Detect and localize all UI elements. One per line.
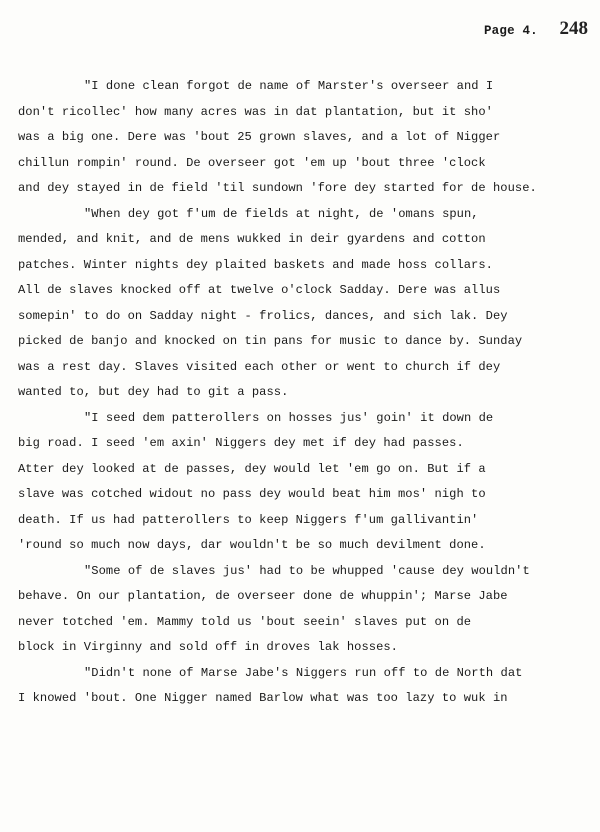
text-line: patches. Winter nights dey plaited baskets and made hoss collars. <box>18 257 493 272</box>
text-line: block in Virginny and sold off in droves lak hosses. <box>18 640 398 654</box>
text-line: mended, and knit, and de mens wukked in deir gyardens and cotton <box>18 232 486 246</box>
text-line: picked de banjo and knocked on tin pans for music to dance by. Sunday <box>18 334 523 348</box>
text-line: "When dey got f'um de fields at night, de 'omans spun, <box>84 206 479 221</box>
text-line: don't ricollec' how many acres was in dat plantation, but it sho' <box>18 104 493 119</box>
text-line: was a big one. Dere was 'bout 25 grown slaves, and a lot of Nigger <box>18 130 501 144</box>
text-line: somepin' to do on Sadday night - frolics, dances, and sich lak. Dey <box>18 308 508 323</box>
text-line: never totched 'em. Mammy told us 'bout seein' slaves put on de <box>18 614 472 629</box>
text-line: chillun rompin' round. De overseer got 'em up 'bout three 'clock <box>18 155 486 170</box>
text-line: was a rest day. Slaves visited each other or went to church if dey <box>18 359 501 374</box>
text-line: 'round so much now days, dar wouldn't be so much devilment done. <box>18 538 486 552</box>
text-line: death. If us had patterollers to keep Niggers f'um gallivantin' <box>18 512 479 527</box>
text-line: "Some of de slaves jus' had to be whupped 'cause dey wouldn't <box>84 563 530 578</box>
page-header <box>484 18 588 38</box>
document-body <box>18 74 598 712</box>
text-line: slave was cotched widout no pass dey would beat him mos' nigh to <box>18 487 486 501</box>
text-line: "I seed dem patterollers on hosses jus' goin' it down de <box>84 410 494 425</box>
text-line: "Didn't none of Marse Jabe's Niggers run off to de North dat <box>84 665 523 680</box>
text-line: and dey stayed in de field 'til sundown 'fore dey started for de house. <box>18 181 537 195</box>
text-line: Atter dey looked at de passes, dey would let 'em go on. But if a <box>18 461 486 476</box>
page-stamp-number: 248 <box>559 18 588 39</box>
text-line: All de slaves knocked off at twelve o'clock Sadday. Dere was allus <box>18 283 501 297</box>
page-label: Page 4. <box>483 24 538 38</box>
text-line: big road. I seed 'em axin' Niggers dey met if dey had passes. <box>18 436 464 450</box>
text-line: behave. On our plantation, de overseer done de whuppin'; Marse Jabe <box>18 589 508 603</box>
text-line: I knowed 'bout. One Nigger named Barlow what was too lazy to wuk in <box>18 691 508 705</box>
text-line: wanted to, but dey had to git a pass. <box>18 385 289 399</box>
text-line: "I done clean forgot de name of Marster's overseer and I <box>84 79 494 93</box>
